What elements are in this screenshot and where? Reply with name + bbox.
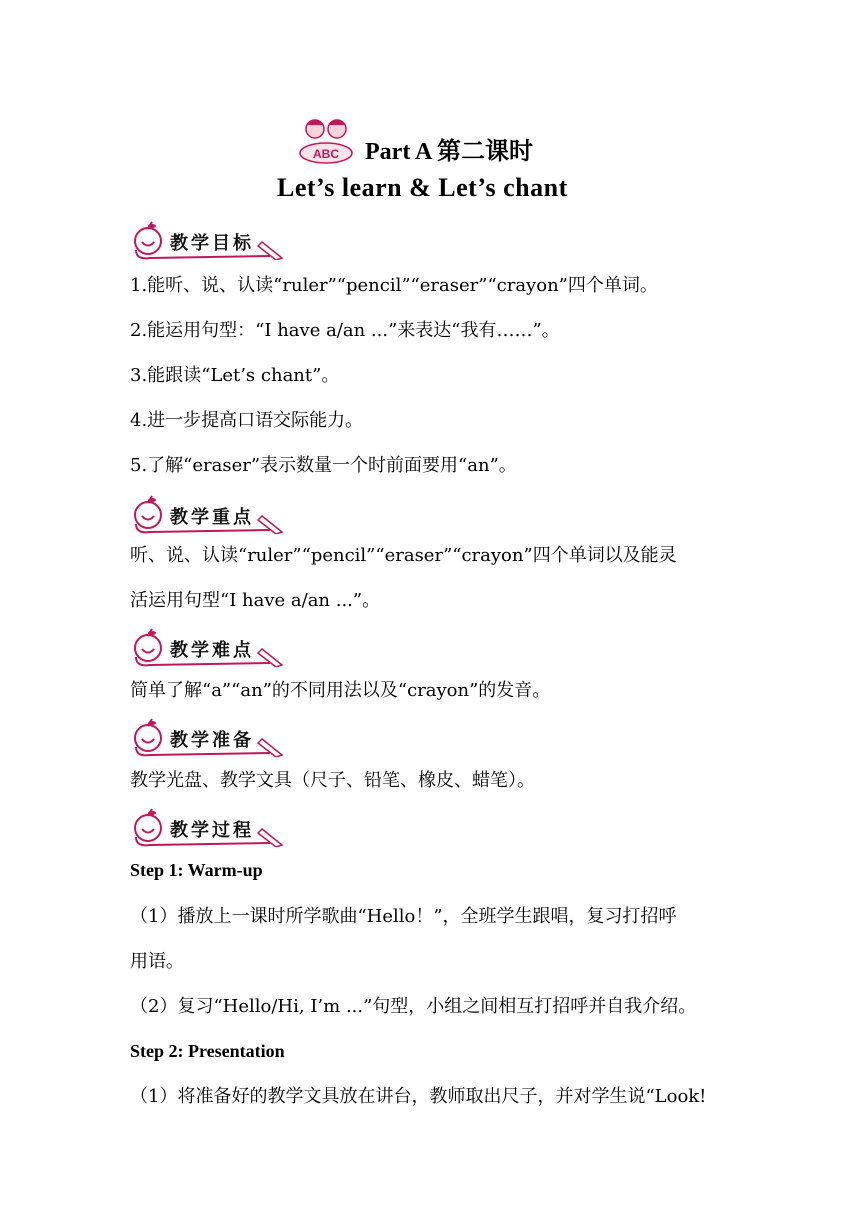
section-label: 教学准备 — [170, 730, 254, 751]
process-line: （2）复习“Hello/Hi, I’m ...”句型，小组之间相互打招呼并自我介绍。 — [130, 996, 697, 1017]
logo-text: ABC — [313, 147, 339, 161]
process-line: （1）播放上一课时所学歌曲“Hello！”，全班学生跟唱，复习打招呼 — [130, 906, 677, 927]
section-header-objectives — [130, 220, 290, 260]
lesson-banner — [263, 109, 599, 208]
objective-line: 1.能听、说、认读“ruler”“pencil”“eraser”“crayon”四个单词。 — [130, 275, 658, 296]
banner-title: Part A 第二课时 — [365, 139, 533, 165]
step-title: Step 2: Presentation — [130, 1041, 285, 1061]
objective-line: 2.能运用句型：“I have a/an ...”来表达“我有……”。 — [130, 320, 560, 341]
section-label: 教学过程 — [170, 820, 254, 841]
difficulty-line: 简单了解“a”“an”的不同用法以及“crayon”的发音。 — [130, 680, 551, 701]
section-header-difficulties — [130, 627, 290, 667]
section-label: 教学目标 — [170, 233, 254, 254]
banner-subtitle: Let’s learn & Let’s chant — [277, 173, 568, 202]
process-line: 用语。 — [130, 951, 184, 972]
objective-line: 4.进一步提高口语交际能力。 — [130, 410, 364, 431]
section-label: 教学难点 — [170, 640, 254, 661]
kids-abc-logo — [297, 113, 355, 165]
section-header-preparation — [130, 717, 290, 757]
key-point-line: 活运用句型“I have a/an ...”。 — [130, 590, 381, 611]
objective-line: 5.了解“eraser”表示数量一个时前面要用“an”。 — [130, 455, 517, 476]
section-header-key-points — [130, 494, 290, 534]
process-line: （1）将准备好的教学文具放在讲台，教师取出尺子，并对学生说“Look! — [130, 1086, 707, 1107]
section-label: 教学重点 — [170, 507, 254, 528]
objective-line: 3.能跟读“Let’s chant”。 — [130, 365, 340, 386]
preparation-line: 教学光盘、教学文具（尺子、铅笔、橡皮、蜡笔）。 — [130, 770, 535, 791]
key-point-line: 听、说、认读“ruler”“pencil”“eraser”“crayon”四个单词以及能灵 — [130, 545, 677, 566]
step-title: Step 1: Warm-up — [130, 860, 263, 880]
section-header-process — [130, 807, 290, 847]
